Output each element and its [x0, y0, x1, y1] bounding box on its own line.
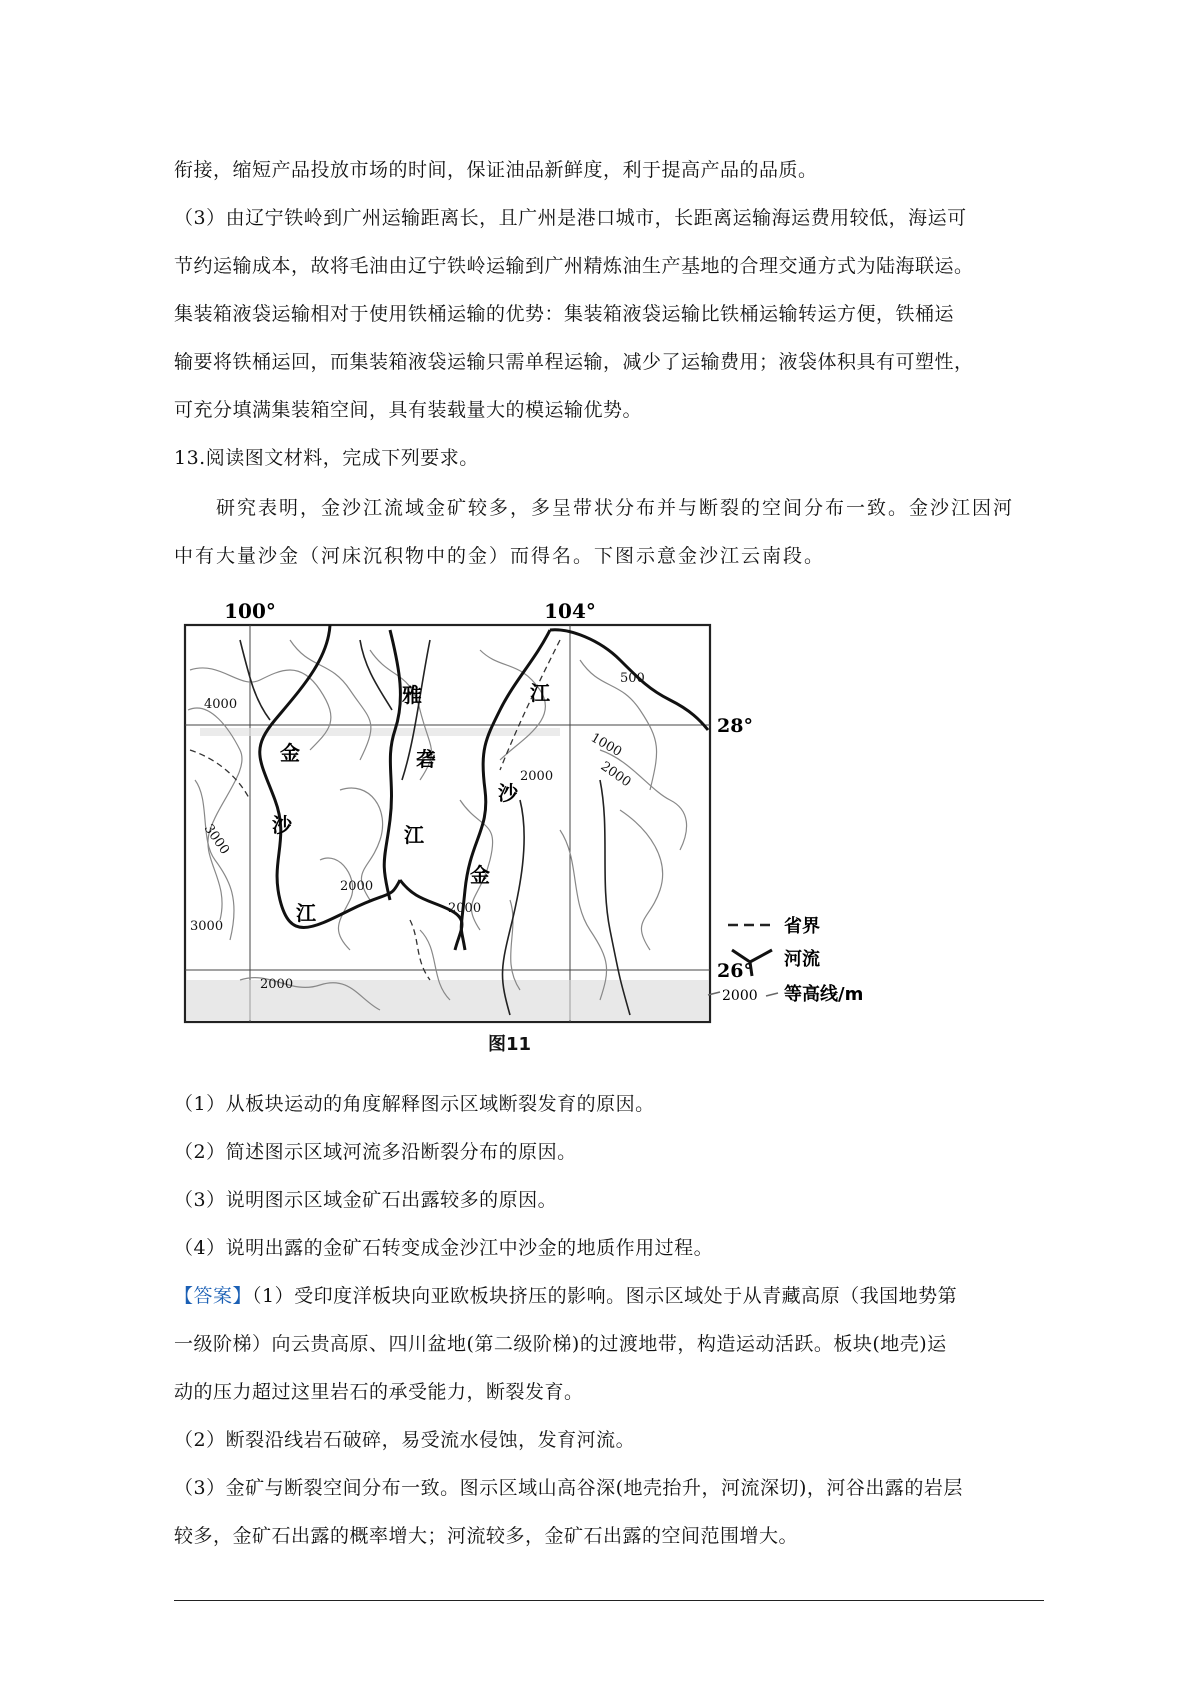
paragraph-line: 可充分填满集装箱空间，具有装载量大的模运输优势。 — [174, 399, 643, 421]
river-char: 金 — [280, 741, 300, 765]
footer-divider — [174, 1600, 1044, 1601]
contour-label: 2000 — [340, 879, 374, 894]
answer-line: 较多，金矿石出露的概率增大；河流较多，金矿石出露的空间范围增大。 — [174, 1525, 799, 1547]
shaded-band — [200, 728, 560, 736]
lon-label-104: 104° — [544, 600, 596, 623]
figure-caption: 图11 — [488, 1034, 532, 1055]
answer-line: （3）金矿与断裂空间分布一致。图示区域山高谷深(地壳抬升，河流深切)，河谷出露的岩层 — [174, 1477, 963, 1499]
river-char: 江 — [296, 901, 316, 925]
question-heading: 13.阅读图文材料，完成下列要求。 — [174, 447, 479, 469]
contour-label: 2000 — [260, 977, 294, 992]
paragraph-line: 节约运输成本，故将毛油由辽宁铁岭运输到广州精炼油生产基地的合理交通方式为陆海联运。 — [174, 255, 974, 277]
lat-label-28: 28° — [717, 715, 753, 737]
answer-text: （1）受印度洋板块向亚欧板块挤压的影响。图示区域处于从青藏高原（我国地势第 — [252, 1285, 958, 1307]
legend-river-label: 河流 — [784, 949, 820, 970]
contour-label: 3000 — [190, 919, 224, 934]
jinsha-river-map — [180, 600, 960, 1030]
question-item: （2）简述图示区域河流多沿断裂分布的原因。 — [174, 1141, 577, 1163]
river-char: 沙 — [272, 813, 292, 837]
contour-label: 1000 — [588, 730, 625, 761]
river-char: 江 — [404, 823, 424, 847]
contour-label: 500 — [620, 671, 645, 686]
question-item: （3）说明图示区域金矿石出露较多的原因。 — [174, 1189, 558, 1211]
paragraph-line: 衔接，缩短产品投放市场的时间，保证油品新鲜度，利于提高产品的品质。 — [174, 159, 818, 181]
contour-label: 2000 — [597, 758, 634, 791]
lat-label-26: 26° — [717, 960, 753, 982]
paragraph-line: 集装箱液袋运输相对于使用铁桶运输的优势：集装箱液袋运输比铁桶运输转运方便，铁桶运 — [174, 303, 955, 325]
river-char: 雅 — [402, 683, 422, 707]
material-line: 中有大量沙金（河床沉积物中的金）而得名。下图示意金沙江云南段。 — [174, 545, 826, 567]
material-line: 研究表明，金沙江流域金矿较多，多呈带状分布并与断裂的空间分布一致。金沙江因河 — [216, 497, 1015, 519]
paragraph-line: 输要将铁桶运回，而集装箱液袋运输只需单程运输，减少了运输费用；液袋体积具有可塑性， — [174, 351, 974, 373]
legend-contour-sample: 2000 — [722, 988, 758, 1004]
paragraph-line: （3）由辽宁铁岭到广州运输距离长，且广州是港口城市，长距离运输海运费用较低，海运可 — [174, 207, 967, 229]
lon-label-100: 100° — [224, 600, 276, 623]
contour-label: 2000 — [520, 769, 554, 784]
legend-contour-label: 等高线/m — [784, 984, 864, 1005]
answer-tag: 【答案】 — [174, 1285, 253, 1307]
contour-label: 4000 — [204, 697, 238, 712]
contour-label: 2000 — [448, 901, 482, 916]
question-item: （4）说明出露的金矿石转变成金沙江中沙金的地质作用过程。 — [174, 1237, 714, 1259]
answer-line: 动的压力超过这里岩石的承受能力，断裂发育。 — [174, 1381, 584, 1403]
question-item: （1）从板块运动的角度解释图示区域断裂发育的原因。 — [174, 1093, 655, 1115]
river-char: 沙 — [498, 781, 518, 805]
river-char: 江 — [530, 681, 550, 705]
answer-line: 一级阶梯）向云贵高原、四川盆地(第二级阶梯)的过渡地带，构造运动活跃。板块(地壳)运 — [174, 1333, 947, 1355]
answer-line: （2）断裂沿线岩石破碎，易受流水侵蚀，发育河流。 — [174, 1429, 636, 1451]
legend-boundary-label: 省界 — [784, 916, 820, 937]
answer-line — [174, 1272, 1044, 1320]
river-char: 金 — [470, 863, 490, 887]
river-char: 砻 — [416, 747, 436, 771]
map-figure — [180, 600, 960, 1030]
contour-label: 3000 — [200, 821, 232, 858]
